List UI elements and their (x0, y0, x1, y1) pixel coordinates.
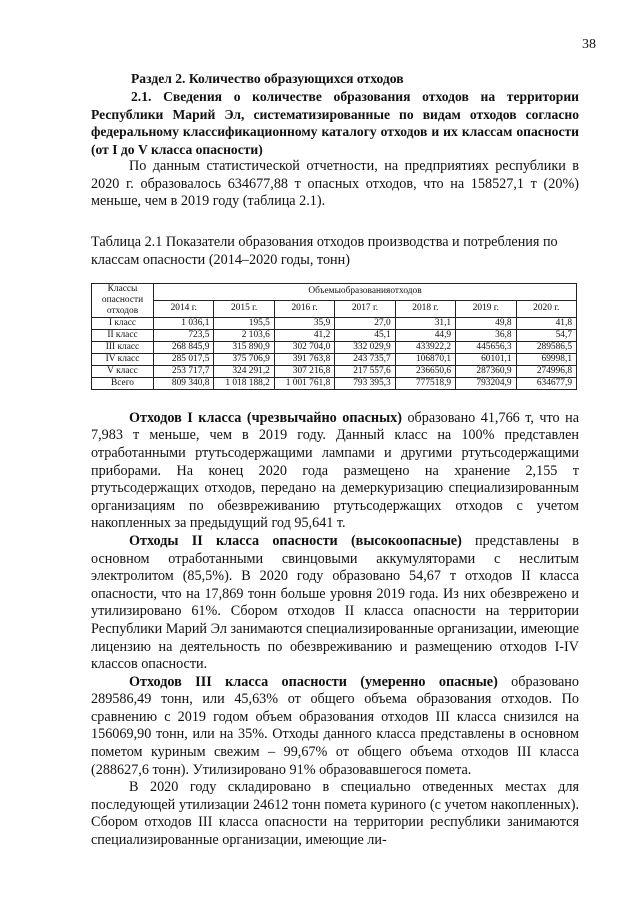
table-cell: 274996,8 (516, 365, 576, 377)
header-year: 2019 г. (456, 300, 516, 317)
document-body (91, 66, 579, 850)
table-cell: 285 017,5 (154, 353, 214, 365)
table-row (92, 317, 577, 329)
paragraph-storage: В 2020 году складировано в специально отведенных местах для последующей утилизации 24612 тонн помета куриного (с учетом накопленных). Сбором отходов III класса опасности на территории республики занимаются специализированные организации, имеющие ли- (91, 779, 579, 849)
row-label: Всего (92, 377, 154, 389)
table-cell: 302 704,0 (274, 341, 334, 353)
table-cell: 243 735,7 (335, 353, 395, 365)
table-cell: 49,8 (456, 317, 516, 329)
class-3-text: образовано 289586,49 тонн, или 45,63% от общего объема образования отходов. По сравнению с 2019 годом объем образования отходов III класса снизился на 156069,90 тонн, или на 35%. Отходы данного класса представлены в основном пометом куриным свежим – 99,67% от общего объема отходов III класса (288627,6 тонн). Утилизировано 91% образовавшегося помета. (91, 673, 579, 778)
table-cell: 433922,2 (395, 341, 455, 353)
table-cell: 1 036,1 (154, 317, 214, 329)
class-2-title: Отходы II класса опасности (высокоопасные) (129, 532, 462, 549)
table-row (92, 377, 577, 389)
table-cell: 289586,5 (516, 341, 576, 353)
paragraph-class-3 (91, 674, 579, 780)
waste-table-container (91, 283, 579, 390)
table-cell: 27,0 (335, 317, 395, 329)
class-1-text: образовано 41,766 т, что на 7,983 т меньше, чем в 2019 году. Данный класс на 100% представлен отработанными ртутьсодержащими лампами и другими ртутьсодержащими приборами. На конец 2020 года размещено на хранение 2,155 т ртутьсодержащих отходов, передано на демеркуризацию специализированным организациям по обезвреживанию ртутьсодержащих отходов с учетом накопленных за предыдущий год 95,641 т. (91, 409, 579, 532)
table-cell: 307 216,8 (274, 365, 334, 377)
paragraph-class-2 (91, 533, 579, 674)
table-cell: 324 291,2 (214, 365, 274, 377)
table-cell: 41,8 (516, 317, 576, 329)
table-cell: 35,9 (274, 317, 334, 329)
class-2-text: представлены в основном отработанными свинцовыми аккумуляторами с неслитым электролитом (85,5%). В 2020 году образовано 54,67 т отходов II класса опасности, что на 17,869 тонн больше уровня 2019 года. Из них обезврежено и утилизировано 61%. Сбором отходов II класса опасности на территории Республики Марий Эл занимаются специализированные организации, имеющие лицензию на деятельность по обезвреживанию и размещению отходов I-IV классов опасности. (91, 532, 579, 673)
table-cell: 445656,3 (456, 341, 516, 353)
row-label: III класс (92, 341, 154, 353)
table-cell: 36,8 (456, 329, 516, 341)
table-cell: 60101,1 (456, 353, 516, 365)
table-cell: 44,9 (395, 329, 455, 341)
row-label: II класс (92, 329, 154, 341)
table-row (92, 365, 577, 377)
table-cell: 253 717,7 (154, 365, 214, 377)
table-cell: 217 557,6 (335, 365, 395, 377)
header-class: Классы опасности отходов (92, 283, 154, 317)
subsection-heading: 2.1. Сведения о количестве образования отходов на территории Республики Марий Эл, систематизированные по видам отходов согласно федеральному классификационному каталогу отходов и их классам опасности (от I до V класса опасности) (91, 89, 579, 157)
intro-paragraph: По данным статистической отчетности, на предприятиях республики в 2020 г. образовалось 634677,88 т опасных отходов, что на 158527,1 т (20%) меньше, чем в 2019 году (таблица 2.1). (91, 158, 579, 210)
class-3-title: Отходов III класса опасности (умеренно опасные) (129, 673, 498, 690)
waste-table (91, 283, 577, 390)
table-cell: 332 029,9 (335, 341, 395, 353)
table-cell: 268 845,9 (154, 341, 214, 353)
table-cell: 809 340,8 (154, 377, 214, 389)
row-label: I класс (92, 317, 154, 329)
table-cell: 391 763,8 (274, 353, 334, 365)
header-year: 2016 г. (274, 300, 334, 317)
page-number: 38 (582, 37, 596, 52)
header-year: 2020 г. (516, 300, 576, 317)
paragraph-class-1 (91, 410, 579, 533)
table-cell: 793 395,3 (335, 377, 395, 389)
table-cell: 777518,9 (395, 377, 455, 389)
header-year: 2017 г. (335, 300, 395, 317)
row-label: IV класс (92, 353, 154, 365)
table-cell: 1 018 188,2 (214, 377, 274, 389)
table-cell: 634677,9 (516, 377, 576, 389)
class-1-title: Отходов I класса (чрезвычайно опасных) (129, 409, 402, 426)
row-label: V класс (92, 365, 154, 377)
table-cell: 54,7 (516, 329, 576, 341)
table-cell: 375 706,9 (214, 353, 274, 365)
table-cell: 793204,9 (456, 377, 516, 389)
table-cell: 195,5 (214, 317, 274, 329)
header-year: 2018 г. (395, 300, 455, 317)
table-caption: Таблица 2.1 Показатели образования отходов производства и потребления по классам опасности (2014–2020 годы, тонн) (91, 233, 558, 268)
section-heading: Раздел 2. Количество образующихся отходов (131, 71, 404, 86)
table-cell: 1 001 761,8 (274, 377, 334, 389)
table-row (92, 329, 577, 341)
header-year: 2014 г. (154, 300, 214, 317)
table-cell: 236650,6 (395, 365, 455, 377)
header-volume: Объемыобразованияотходов (154, 283, 577, 300)
header-year: 2015 г. (214, 300, 274, 317)
table-row (92, 353, 577, 365)
table-cell: 45,1 (335, 329, 395, 341)
table-cell: 106870,1 (395, 353, 455, 365)
table-row (92, 341, 577, 353)
table-cell: 41,2 (274, 329, 334, 341)
table-cell: 287360,9 (456, 365, 516, 377)
table-cell: 723,5 (154, 329, 214, 341)
table-cell: 315 890,9 (214, 341, 274, 353)
table-cell: 31,1 (395, 317, 455, 329)
table-cell: 69998,1 (516, 353, 576, 365)
table-cell: 2 103,6 (214, 329, 274, 341)
